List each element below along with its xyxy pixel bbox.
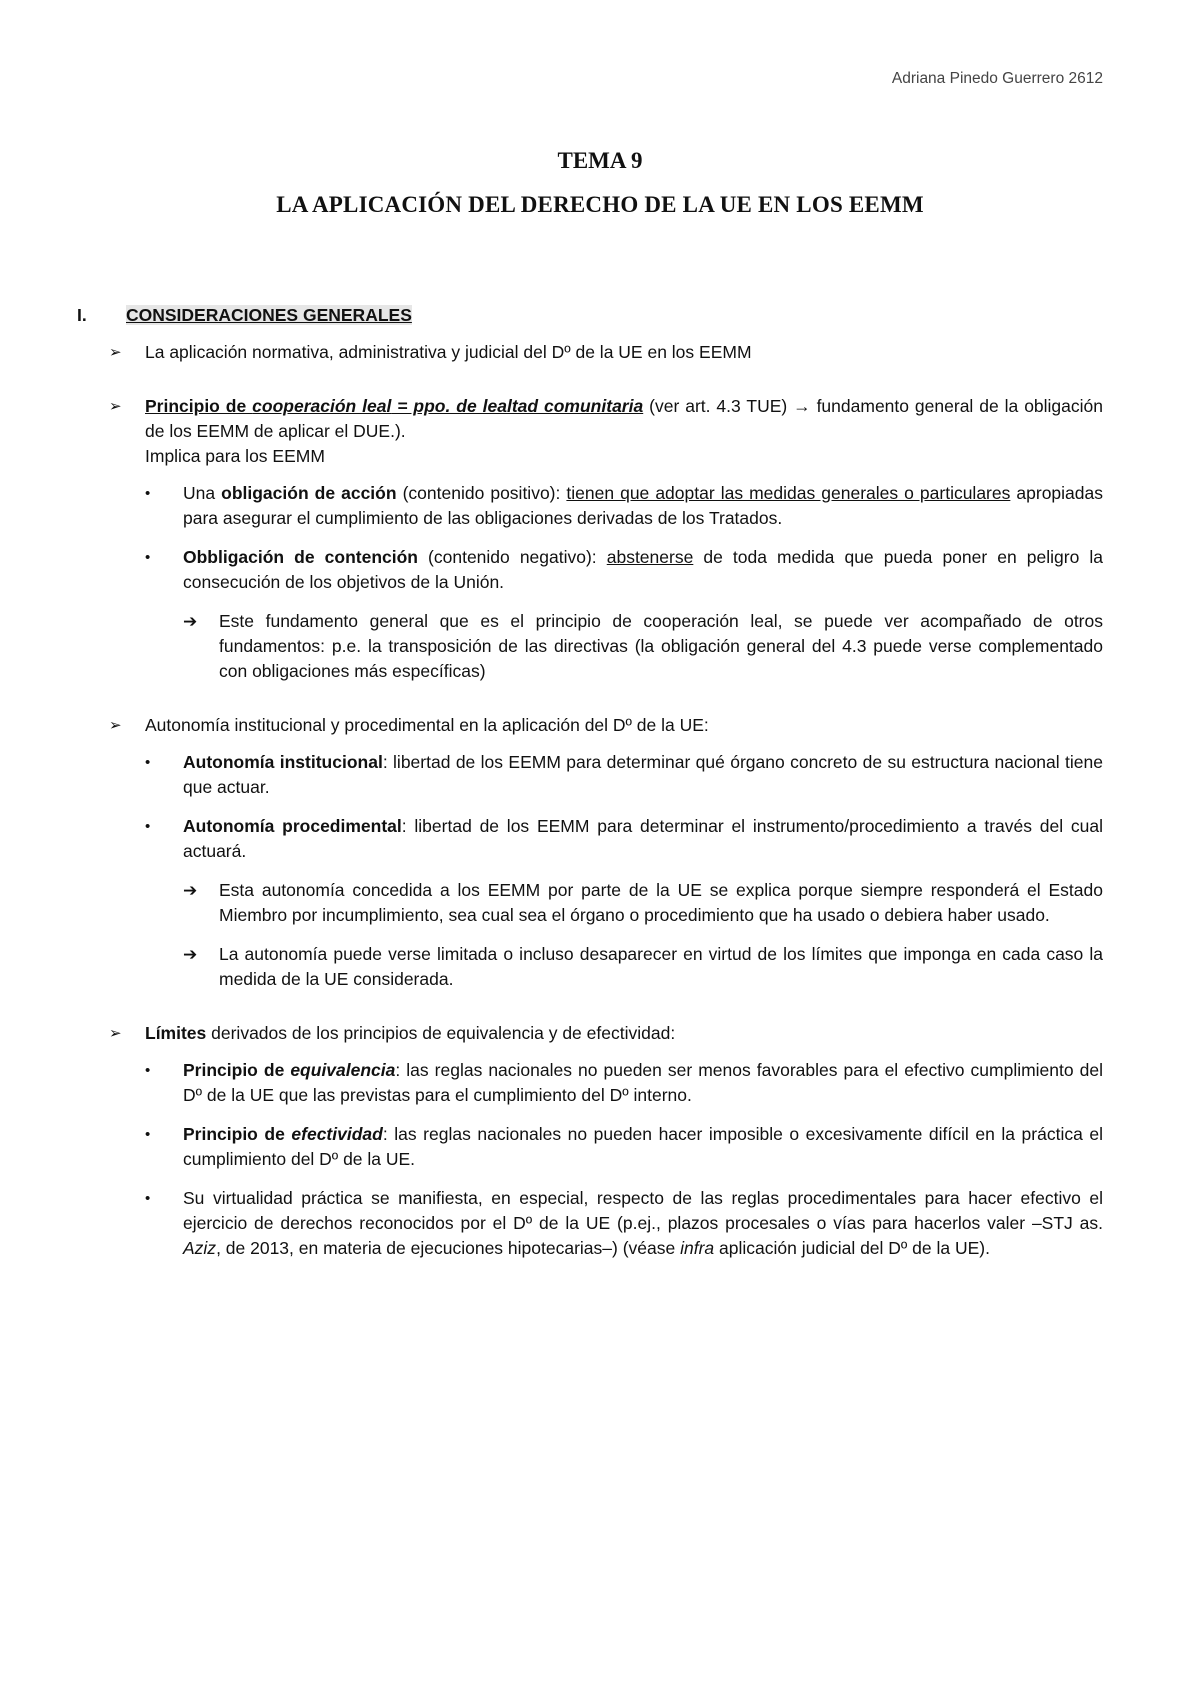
arrow-note: ➔ Esta autonomía concedida a los EEMM por parte de la UE se explica porque siempre responderá el Estado Miembro por incumplimiento, sea cual sea el órgano o procedimiento que ha usado o debiera haber usado.: [183, 880, 1103, 925]
arrowhead-bullet-icon: ➢: [109, 717, 122, 734]
sub-item: • Obbligación de contención (contenido negativo): abstenerse de toda medida que pueda poner en peligro la consecución de los objetivos de la Unión.: [145, 547, 1103, 592]
list-item: [77, 713, 1103, 992]
list-item: [77, 1021, 1103, 1261]
round-bullet-icon: •: [145, 1190, 151, 1207]
underlined-text: tienen que adoptar las medidas generales o particulares: [566, 483, 1011, 503]
arrowhead-bullet-icon: ➢: [109, 398, 122, 415]
term: efectividad: [291, 1124, 383, 1144]
principle-alias: = ppo. de lealtad comunitaria: [391, 396, 644, 416]
round-bullet-icon: •: [145, 549, 151, 566]
principle-term: cooperación leal: [252, 396, 392, 416]
item-text: Límites derivados de los principios de equivalencia y de efectividad:: [145, 1023, 676, 1043]
principle-note: (ver art. 4.3 TUE) → fundamento general de la obligación de los EEMM de aplicar el DUE.).: [145, 396, 1104, 441]
round-bullet-icon: •: [145, 1062, 151, 1079]
arrowhead-bullet-icon: ➢: [109, 1025, 122, 1042]
sub-item: • Principio de equivalencia: las reglas nacionales no pueden ser menos favorables para el efectivo cumplimiento del Dº de la UE que las previstas para el cumplimiento del Dº interno.: [145, 1060, 1103, 1105]
term: obligación de acción: [221, 483, 397, 503]
right-arrow-icon: ➔: [183, 881, 198, 900]
list-item: [77, 394, 1103, 684]
section-number: I.: [77, 305, 87, 325]
document-body: [77, 303, 1103, 1290]
sub-item: • Autonomía institucional: libertad de los EEMM para determinar qué órgano concreto de su estructura nacional tiene que actuar.: [145, 752, 1103, 797]
list-item: [77, 340, 1103, 365]
case-name: Aziz: [183, 1238, 217, 1258]
round-bullet-icon: •: [145, 1126, 151, 1143]
term: Límites: [145, 1023, 207, 1043]
latin-term: infra: [680, 1238, 715, 1258]
round-bullet-icon: •: [145, 818, 151, 835]
term: Autonomía institucional: [183, 752, 383, 772]
item-text: Autonomía institucional y procedimental en la aplicación del Dº de la UE:: [145, 715, 709, 735]
round-bullet-icon: •: [145, 485, 151, 502]
document-title: TEMA 9: [557, 148, 643, 173]
sub-item: • Una obligación de acción (contenido positivo): tienen que adoptar las medidas generales o particulares apropiadas para asegurar el cumplimiento de las obligaciones derivadas de los Tratados.: [145, 483, 1103, 528]
arrow-note: ➔ Este fundamento general que es el principio de cooperación leal, se puede ver acompañado de otros fundamentos: p.e. la transposición de las directivas (la obligación general del 4.3 puede verse complementado con obligaciones más específicas): [183, 611, 1103, 681]
underlined-text: abstenerse: [606, 547, 694, 567]
section-heading: [77, 303, 1103, 328]
principle-implies: Implica para los EEMM: [145, 446, 325, 466]
term: Autonomía procedimental: [183, 816, 402, 836]
sub-item: • Su virtualidad práctica se manifiesta, en especial, respecto de las reglas procedimentales para hacer efectivo el ejercicio de derechos reconocidos por el Dº de la UE (p.ej., plazos procesales o vías para hacerlos valer –STJ as. Aziz, de 2013, en materia de ejecuciones hipotecarias–) (véase infra aplicación judicial del Dº de la UE).: [145, 1188, 1103, 1258]
header-author: Adriana Pinedo Guerrero 2612: [891, 70, 1103, 87]
document-subtitle: LA APLICACIÓN DEL DERECHO DE LA UE EN LOS EEMM: [276, 192, 924, 217]
arrow-note: ➔ La autonomía puede verse limitada o incluso desaparecer en virtud de los límites que imponga en cada caso la medida de la UE considerada.: [183, 944, 1103, 989]
item-text: La aplicación normativa, administrativa y judicial del Dº de la UE en los EEMM: [145, 342, 752, 362]
term: Obbligación de contención: [183, 547, 418, 567]
item-text: [145, 394, 1103, 469]
right-arrow-icon: ➔: [183, 945, 198, 964]
arrowhead-bullet-icon: ➢: [109, 344, 122, 361]
round-bullet-icon: •: [145, 754, 151, 771]
sub-item: • Autonomía procedimental: libertad de los EEMM para determinar el instrumento/procedimiento a través del cual actuará.: [145, 816, 1103, 861]
section-title: CONSIDERACIONES GENERALES: [126, 305, 412, 325]
sub-item: • Principio de efectividad: las reglas nacionales no pueden hacer imposible o excesivamente difícil en la práctica el cumplimiento del Dº de la UE.: [145, 1124, 1103, 1169]
term: equivalencia: [290, 1060, 396, 1080]
principle-label: Principio de: [145, 396, 253, 416]
right-arrow-icon: ➔: [183, 612, 198, 631]
